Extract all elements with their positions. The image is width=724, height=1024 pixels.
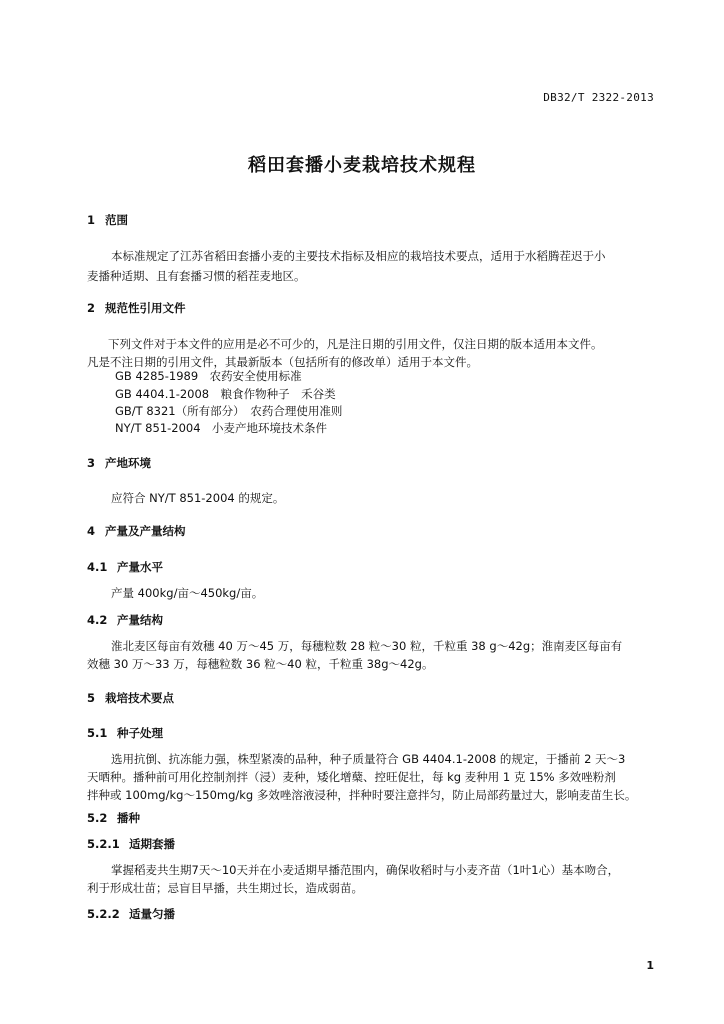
section-number: 4.2: [87, 613, 108, 627]
section-number: 4.1: [87, 560, 108, 574]
paragraph-line: 拌种或 100mg/kg～150mg/kg 多效唑溶液浸种，拌种时要注意拌匀，防止局部药量过大，影响麦苗生长。: [87, 788, 637, 802]
section-title: 适期套播: [129, 837, 175, 851]
subsection-5-2-heading: [87, 810, 140, 826]
paragraph-line: 掌握稻麦共生期7天～10天并在小麦适期早播范围内，确保收稻时与小麦齐苗（1叶1心）基本吻合，: [111, 863, 620, 877]
paragraph-line: 凡是不注日期的引用文件，其最新版本（包括所有的修改单）适用于本文件。: [87, 355, 478, 369]
section-title: 种子处理: [117, 726, 163, 740]
paragraph-line: 本标准规定了江苏省稻田套播小麦的主要技术指标及相应的栽培技术要点，适用于水稻腾茬迟于小: [111, 249, 606, 263]
section-title: 适量匀播: [129, 907, 175, 921]
subsection-5-1-heading: [87, 725, 163, 741]
section-5-heading: [87, 690, 174, 706]
paragraph-line: 应符合 NY/T 851-2004 的规定。: [111, 491, 285, 505]
paragraph-line: 效穗 30 万～33 万，每穗粒数 36 粒～40 粒，千粒重 38g～42g。: [87, 657, 434, 671]
section-title: 产量及产量结构: [105, 524, 186, 538]
reference-item: GB 4404.1-2008 粮食作物种子 禾谷类: [115, 387, 336, 401]
subsection-4-2-heading: [87, 612, 163, 628]
section-number: 2: [87, 301, 96, 315]
section-2-heading: [87, 300, 186, 316]
section-title: 范围: [105, 213, 128, 227]
section-number: 4: [87, 524, 96, 538]
section-title: 产地环境: [105, 456, 151, 470]
paragraph-line: 下列文件对于本文件的应用是必不可少的，凡是注日期的引用文件，仅注日期的版本适用本文件。: [108, 337, 603, 351]
section-title: 规范性引用文件: [105, 301, 186, 315]
section-number: 3: [87, 456, 96, 470]
paragraph-line: 产量 400kg/亩～450kg/亩。: [111, 586, 264, 600]
paragraph-line: 天晒种。播种前可用化控制剂拌（浸）麦种，矮化增蘖、控旺促壮，每 kg 麦种用 1 克 15% 多效唑粉剂: [87, 770, 616, 784]
document-code: DB32/T 2322-2013: [543, 91, 654, 104]
subsection-5-2-2-heading: [87, 906, 175, 922]
section-title: 产量结构: [117, 613, 163, 627]
paragraph-line: 选用抗倒、抗冻能力强，株型紧凑的品种，种子质量符合 GB 4404.1-2008 的规定，于播前 2 天～3: [111, 752, 626, 766]
section-number: 5: [87, 691, 96, 705]
section-number: 1: [87, 213, 96, 227]
section-title: 栽培技术要点: [105, 691, 174, 705]
page-number: 1: [646, 959, 654, 972]
section-number: 5.2.1: [87, 837, 120, 851]
reference-item: GB/T 8321（所有部分） 农药合理使用准则: [115, 404, 343, 418]
section-title: 产量水平: [117, 560, 163, 574]
subsection-4-1-heading: [87, 559, 163, 575]
paragraph-line: 利于形成壮苗；忌盲目早播，共生期过长，造成弱苗。: [87, 881, 363, 895]
paragraph-line: 麦播种适期、且有套播习惯的稻茬麦地区。: [87, 269, 306, 283]
section-1-heading: [87, 212, 128, 228]
section-3-heading: [87, 455, 151, 471]
reference-item: NY/T 851-2004 小麦产地环境技术条件: [115, 421, 328, 435]
paragraph-line: 淮北麦区每亩有效穗 40 万～45 万，每穗粒数 28 粒～30 粒，千粒重 38 g～42g；淮南麦区每亩有: [111, 639, 623, 653]
section-title: 播种: [117, 811, 140, 825]
reference-item: GB 4285-1989 农药安全使用标准: [115, 369, 302, 383]
page-title: 稻田套播小麦栽培技术规程: [248, 155, 476, 176]
section-number: 5.2.2: [87, 907, 120, 921]
section-number: 5.2: [87, 811, 108, 825]
section-number: 5.1: [87, 726, 108, 740]
section-4-heading: [87, 523, 186, 539]
subsection-5-2-1-heading: [87, 836, 175, 852]
